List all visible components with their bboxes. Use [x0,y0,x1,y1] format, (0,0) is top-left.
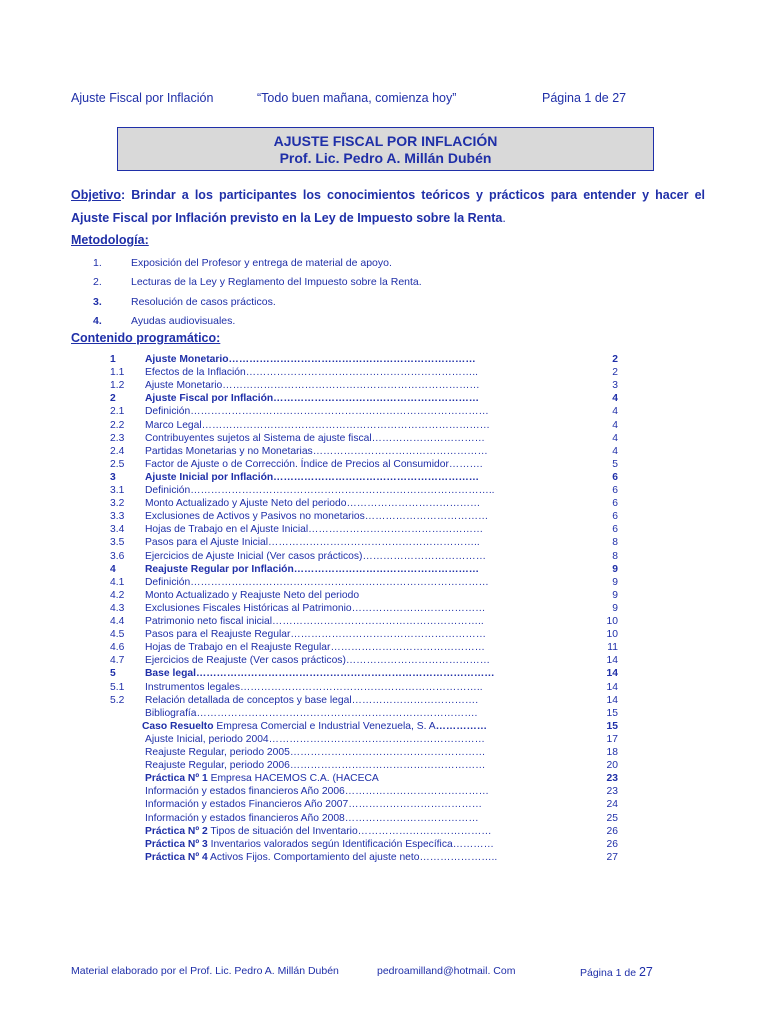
toc-case-text: Reajuste Regular, periodo 2005………………………………………………… [145,747,486,758]
toc-entry: Marco Legal………………………………………………………………………… [145,419,490,431]
toc-case-entry [145,798,482,811]
toc-number: 4.1 [110,576,125,588]
toc-page: 4 [612,406,618,418]
methodology-heading: Metodología: [71,233,149,247]
toc-page: 6 [612,511,618,523]
toc-page: 6 [612,485,618,496]
toc-number: 3.2 [110,498,125,510]
toc-page: 3 [612,380,618,392]
toc-number: 3.4 [110,524,125,536]
toc-page: 2 [612,367,618,379]
methodology-item-text: Ayudas audiovisuales. [131,315,236,327]
toc-case-text: Inventarios valorados según Identificación Específica………… [207,838,494,850]
toc-case-text: Información y estados Financieros Año 2007………………………………… [145,799,483,811]
toc-case-text: Información y estados financieros Año 2006…………………………………… [145,786,489,798]
toc-number: 4.5 [110,629,125,641]
toc-page: 17 [606,733,618,745]
toc-case-text: Reajuste Regular, periodo 2006………………………………………………… [145,760,486,772]
objective-text-2: Ajuste Fiscal por Inflación previsto en la Ley de Impuesto sobre la Renta [71,211,503,225]
toc-entry: Relación detallada de conceptos y base legal………………………………. [145,694,479,706]
toc-page: 23 [606,773,618,785]
toc-case-title: Práctica Nº 3 [145,838,208,850]
toc-entry: Patrimonio neto fiscal inicial…………………………………………………….. [145,616,484,627]
toc-page: 26 [606,825,618,837]
toc-case-entry [142,720,487,733]
header-title: Ajuste Fiscal por Inflación [71,91,214,105]
toc-number: 4.3 [110,602,125,614]
toc-page: 9 [612,563,618,575]
toc-page: 15 [606,707,618,719]
methodology-item [93,257,392,269]
toc-number: 5.1 [110,681,125,693]
toc-case-title: Práctica Nº 2 [145,825,208,837]
toc-entry: Ajuste Monetario……………………………………………………………… [145,354,476,365]
toc-case-entry [145,785,489,798]
toc-page: 14 [606,655,618,667]
toc-entry: Factor de Ajuste o de Corrección. Índice de Precios al Consumidor………. [145,458,483,470]
toc-page: 24 [606,799,618,811]
toc-entry: Contribuyentes sujetos al Sistema de ajuste fiscal…………………………… [145,432,485,444]
toc-page: 6 [612,498,618,510]
toc-number: 3.1 [110,485,125,496]
toc-case-entry [145,746,485,759]
toc-entry: Pasos para el Reajuste Regular………………………………………………… [145,629,487,641]
toc-number: 5.2 [110,694,125,706]
toc-case-entry [145,812,479,825]
toc-case-entry [145,772,379,785]
toc-page: 10 [606,616,618,627]
toc-page: 9 [612,576,618,588]
toc-case-text: Tipos de situación del Inventario………………………………… [207,825,492,837]
toc-entry: Ajuste Inicial por Inflación…………………………………………………… [145,471,480,483]
document-author: Prof. Lic. Pedro A. Millán Dubén [279,150,492,166]
methodology-item-number: 3. [93,296,102,308]
footer-credit: Material elaborado por el Prof. Lic. Pedro A. Millán Dubén [71,965,339,977]
toc-number: 3.3 [110,511,125,523]
toc-entry: Exclusiones de Activos y Pasivos no monetarios……………………………… [145,511,489,523]
toc-page: 18 [606,747,618,758]
methodology-item [93,296,276,308]
methodology-item-number: 2. [93,276,102,288]
toc-entry: Monto Actualizado y Ajuste Neto del periodo………………………………… [145,498,481,510]
toc-page: 27 [606,851,618,863]
toc-entry: Definición…………………………………………………………………………… [145,406,489,418]
toc-case-title: Práctica Nº 4 [145,851,208,863]
methodology-item [93,315,235,327]
toc-page: 25 [606,812,618,824]
toc-entry: Bibliografía………………………………………………………………………. [145,707,478,719]
methodology-item [93,276,422,288]
toc-number: 5 [110,668,116,680]
toc-case-entry [145,825,492,838]
toc-entry: Monto Actualizado y Reajuste Neto del periodo [145,589,360,601]
toc-case-entry [145,759,485,772]
toc-entry: Ajuste Monetario………………………………………………………………… [145,380,480,392]
header-motto: “Todo buen mañana, comienza hoy” [257,91,457,105]
title-box [117,127,654,171]
toc-case-entry [145,733,485,746]
toc-page: 14 [606,694,618,706]
toc-number: 2.3 [110,432,125,444]
toc-entry: Hojas de Trabajo en el Reajuste Regular……………………………………… [145,642,485,654]
toc-page: 14 [606,668,618,680]
toc-entry: Hojas de Trabajo en el Ajuste Inicial…………………………………………… [145,524,484,536]
methodology-item-number: 1. [93,257,102,269]
footer-page-label: Página 1 de [580,967,639,979]
toc-entry: Efectos de la Inflación………………………………………………………….. [145,367,478,379]
toc-page: 5 [612,458,618,470]
toc-page: 23 [606,786,618,798]
toc-entry: Ejercicios de Reajuste (Ver casos prácticos)…………………………………… [145,655,491,667]
methodology-item-text: Lecturas de la Ley y Reglamento del Impuesto sobre la Renta. [131,276,422,288]
toc-number: 2 [110,393,116,405]
toc-entry: Ajuste Fiscal por Inflación…………………………………………………… [145,393,480,405]
toc-number: 2.1 [110,406,125,418]
toc-page: 20 [606,760,618,772]
toc-entry: Definición…………………………………………………………………………….. [145,485,495,496]
toc-number: 1.1 [110,367,125,379]
toc-entry: Ejercicios de Ajuste Inicial (Ver casos prácticos)……………………………… [145,550,487,562]
toc-number: 4.2 [110,589,125,601]
toc-number: 1 [110,354,116,365]
toc-page: 26 [606,838,618,850]
footer-page-total: 27 [638,965,653,979]
toc-entry: Definición…………………………………………………………………………… [145,576,489,588]
objective-end: . [502,211,506,225]
toc-case-title: Caso Resuelto [142,720,214,732]
objective-paragraph [71,184,705,230]
toc-page: 6 [612,524,618,536]
toc-number: 1.2 [110,380,125,392]
toc-case-text: Ajuste Inicial, periodo 2004……………………………………………………… [145,733,485,745]
toc-page: 8 [612,550,618,562]
methodology-item-text: Exposición del Profesor y entrega de material de apoyo. [131,257,392,269]
footer-page [580,965,653,979]
toc-page: 4 [612,432,618,444]
toc-number: 2.5 [110,458,125,470]
toc-entry: Pasos para el Ajuste Inicial…………………………………………………….. [145,537,480,549]
toc-case-leader: …………… [435,720,488,732]
toc-page: 10 [606,629,618,641]
toc-number: 2.2 [110,419,125,431]
toc-case-text: Información y estados financieros Año 2008………………………………… [145,812,479,824]
toc-case-text: Empresa Comercial e Industrial Venezuela, S. A [213,720,436,732]
toc-number: 2.4 [110,445,125,457]
toc-number: 4 [110,563,116,575]
document-title: AJUSTE FISCAL POR INFLACIÓN [273,133,498,149]
toc-case-text: Activos Fijos. Comportamiento del ajuste neto………………….. [207,851,498,863]
toc-number: 3.5 [110,537,125,549]
toc-page: 2 [612,354,618,365]
toc-page: 6 [612,471,618,483]
toc-page: 4 [612,419,618,431]
header-page-number: Página 1 de 27 [542,91,627,105]
toc-page: 9 [612,602,618,614]
toc-page: 8 [612,537,618,549]
contents-heading: Contenido programático: [71,331,221,345]
footer-email: pedroamilland@hotmail. Com [377,965,516,977]
methodology-item-text: Resolución de casos prácticos. [131,296,276,308]
toc-number: 4.6 [110,642,125,654]
toc-entry: Exclusiones Fiscales Históricas al Patrimonio………………………………… [145,602,486,614]
methodology-item-number: 4. [93,315,102,327]
toc-case-text: Empresa HACEMOS C.A. (HACECA [207,773,379,785]
objective-text-1: : Brindar a los participantes los conocimientos teóricos y prácticos para entender y hacer el [121,188,705,202]
toc-entry: Instrumentos legales…………………………………………………………….. [145,681,483,693]
toc-entry: Reajuste Regular por Inflación……………………………………………… [145,563,480,575]
toc-number: 3.6 [110,550,125,562]
toc-entry: Partidas Monetarias y no Monetarias…………………………………………… [145,445,488,457]
toc-page: 11 [607,642,618,654]
toc-entry: Base legal…………………………………………………………………………… [145,668,495,680]
toc-page: 14 [606,681,618,693]
toc-page: 9 [612,589,618,601]
objective-label: Objetivo [71,188,122,202]
toc-page: 4 [612,393,618,405]
toc-page: 4 [612,445,618,457]
toc-number: 3 [110,471,116,483]
toc-page: 15 [606,720,618,732]
toc-case-entry [145,851,497,864]
toc-case-title: Práctica Nº 1 [145,773,208,785]
toc-number: 4.4 [110,616,125,627]
toc-case-entry [145,838,494,851]
toc-number: 4.7 [110,655,125,667]
